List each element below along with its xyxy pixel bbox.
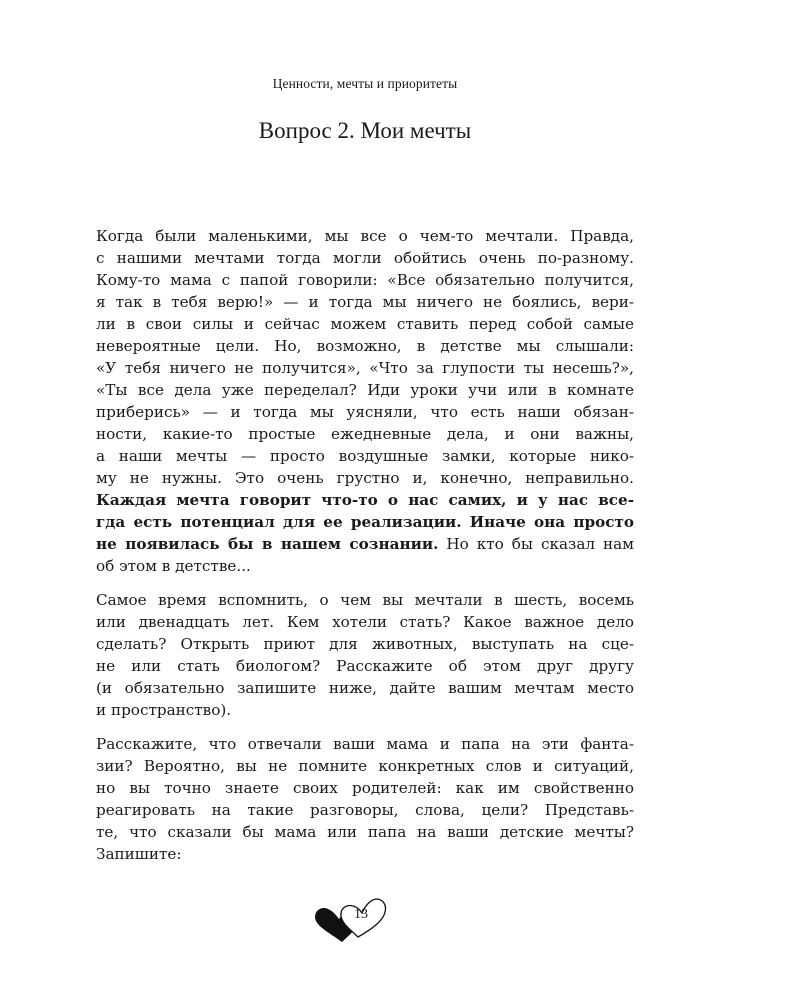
paragraph-spacer xyxy=(96,721,634,733)
text-line: ности, какие-то простые ежедневные дела, и они важны, xyxy=(96,425,634,443)
text-line: Когда были маленькими, мы все о чем-то мечтали. Правда, xyxy=(96,227,634,245)
text-line: Расскажите, что отвечали ваши мама и папа на эти фанта- xyxy=(96,735,634,753)
page-number: 13 xyxy=(354,907,368,922)
emphasis-text: Каждая мечта говорит что-то о нас самих, и у нас все- xyxy=(96,491,634,509)
text-line: реагировать на такие разговоры, слова, цели? Представь- xyxy=(96,801,634,819)
text-line: «У тебя ничего не получится», «Что за глупости ты несешь?», xyxy=(96,359,634,377)
text-line: Запишите: xyxy=(96,845,182,863)
text-line: а наши мечты — просто воздушные замки, которые нико- xyxy=(96,447,634,465)
text-line: я так в тебя верю!» — и тогда мы ничего не боялись, вери- xyxy=(96,293,634,311)
text-line: не или стать биологом? Расскажите об этом друг другу xyxy=(96,657,634,675)
text-line: (и обязательно запишите ниже, дайте вашим мечтам место xyxy=(96,679,634,697)
emphasis-text: не появилась бы в нашем сознании. xyxy=(96,535,439,553)
body-text xyxy=(96,225,634,865)
text-line: или двенадцать лет. Кем хотели стать? Какое важное дело xyxy=(96,613,634,631)
text-line: му не нужны. Это очень грустно и, конечно, неправильно. xyxy=(96,469,634,487)
paragraph-3 xyxy=(96,733,634,865)
chapter-title: Вопрос 2. Мои мечты xyxy=(258,118,472,143)
text-line: невероятные цели. Но, возможно, в детстве мы слышали: xyxy=(96,337,634,355)
text-line: сделать? Открыть приют для животных, выступать на сце- xyxy=(96,635,634,653)
running-header: Ценности, мечты и приоритеты xyxy=(272,76,458,91)
bold-text-line xyxy=(96,489,634,511)
text-line: об этом в детстве... xyxy=(96,557,251,575)
mixed-text-line xyxy=(96,533,634,555)
text-line: Кому-то мама с папой говорили: «Все обязательно получится, xyxy=(96,271,634,289)
text-line: и пространство). xyxy=(96,701,232,719)
emphasis-text: гда есть потенциал для ее реализации. Иначе она просто xyxy=(96,513,634,531)
paragraph-1 xyxy=(96,225,634,577)
text-line: приберись» — и тогда мы уясняли, что есть наши обязан- xyxy=(96,403,634,421)
paragraph-2 xyxy=(96,589,634,721)
text-line: те, что сказали бы мама или папа на ваши детские мечты? xyxy=(96,823,634,841)
text-line: «Ты все дела уже переделал? Иди уроки учи или в комнате xyxy=(96,381,634,399)
text-line: Самое время вспомнить, о чем вы мечтали в шесть, восемь xyxy=(96,591,634,609)
text-line: с нашими мечтами тогда могли обойтись очень по-разному. xyxy=(96,249,634,267)
normal-text: Но кто бы сказал нам xyxy=(438,535,634,553)
paragraph-spacer xyxy=(96,577,634,589)
bold-text-line xyxy=(96,511,634,533)
text-line: зии? Вероятно, вы не помните конкретных слов и ситуаций, xyxy=(96,757,634,775)
text-line: но вы точно знаете своих родителей: как им свойственно xyxy=(96,779,634,797)
text-line: ли в свои силы и сейчас можем ставить перед собой самые xyxy=(96,315,634,333)
